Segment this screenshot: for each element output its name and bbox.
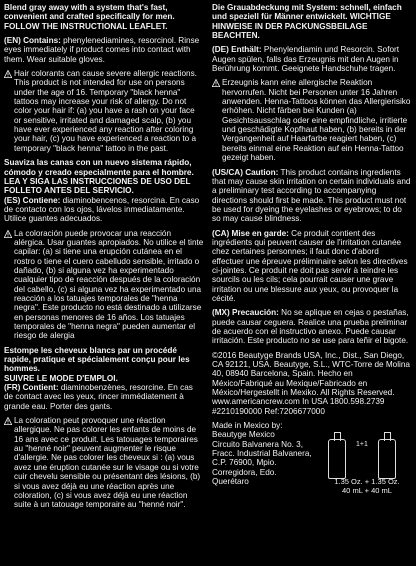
fr-warning: La coloration peut provoquer une réaction allergique. Ne pas colorer les enfants de moins de 16 ans avec ce produit. Les tatouages temporaires au "henné noir" peuvent augmenter le risque d'allergie. Ne pas colorer les cheveux si : (a) vous avez une éruption cutanée sur le visage ou si votre cuir chevelu sensible ou présentant des lésions, (b) si vous avez déjà eu une réaction après une coloration, (c) si vous avez déjà eu une réaction suite à un tatouage temporaire au "henné noir". — [4, 416, 204, 509]
ratio-label: 1+1 — [356, 441, 368, 449]
warning-triangle-icon — [4, 70, 12, 78]
es-contains: (ES) Contiene: diaminobencenos, resorcina. En caso de contacto con los ojos, lávelos inmediatamente. Utilice guantes adecuados. — [4, 195, 200, 224]
de-warning: Erzeugnis kann eine allergische Reaktion hervorrufen. Nicht bei Personen unter 16 Jahren anwenden. Henna-Tattoos können das Allergierisiko erhöhen. Nicht färben bei Kunden (a) Gesichtsausschlag oder eine empfindliche, irritierte und geschädigte Kopfhaut haben, (b) bereits in der Vergangenheit auf Haarfarbe reagiert haben, (c) bereits einmal eine Reaktion auf ein Henna-Tattoo gezeigt haben. — [212, 78, 412, 162]
es-warning: La coloración puede provocar una reacción alérgica. Usar guantes apropiados. No utilice el tinte capilar: (a) si tiene una erupción cutánea en el rostro o tiene el cuero cabelludo sensible, irritado o dañado, (b) si alguna vez ha experimentado cualquier tipo de reacción después de la coloración del cabello, (c) si alguna vez ha experimentado una reacción a los tatuajes temporales de "henna negra". Este producto no está destinado a utilizarse en personas menores de 16 años. Los tatuajes temporales de "henna negra" pueden aumentar el riesgo de alergia — [4, 229, 204, 341]
left-column — [4, 3, 204, 566]
fr-intro: Estompe les cheveux blancs par un procédé rapide, pratique et spécialement conçu pour les hommes. — [4, 345, 190, 374]
en-intro: Blend gray away with a system that's fast, convenient and crafted specifically for men. FOLLOW THE INSTRUCTIONAL LEAFLET. — [4, 3, 175, 31]
manufacturer-address: Made in Mexico by: Beautyge Mexico Circuito Balvanera No. 3, Fracc. Industrial Balvanera, C.P. 76900, Mpio. Corregidora, Edo. Querétaro — [212, 421, 312, 487]
bottle-icon — [378, 439, 396, 479]
de-intro: Die Grauabdeckung mit System: schnell, einfach und speziell für Männer entwickelt. WICHTIGE HINWEISE IN DER PACKUNGSBEILAGE BEACHTEN. — [212, 3, 402, 41]
en-warning: Hair colorants can cause severe allergic reactions. This product is not intended for use on persons under the age of 16. Temporary "black henna" tattoos may increase your risk of allergy. Do not color your hair if: (a) you have a rash on your face or sensitive, irritated and damaged scalp, (b) you have ever experienced any reaction after coloring your hair, (c) you have experienced a reaction to a temporary "black henna" tattoo in the past. — [4, 69, 204, 153]
size-label: 1.35 Oz. + 1.35 Oz. 40 mL + 40 mL — [334, 477, 400, 495]
manufacturer-row — [212, 421, 412, 495]
pack-contents — [322, 421, 412, 495]
warning-triangle-icon — [4, 230, 12, 238]
ca-caution: (CA) Mise en garde: Ce produit contient des ingrédients qui peuvent causer de l'irritation cutanée chez certaines personnes; il faut donc d'abord effectuer une épreuve préliminaire selon les directives ci-jointes. Ce produit ne doit pas servir à teindre les sourcils ou les cils; cela pourrait causer une grave irritation ou une blessure aux yeux, ou provoquer la cécité. — [212, 228, 408, 303]
warning-triangle-icon — [4, 417, 12, 425]
es-intro: Suaviza las canas con un nuevo sistema rápido, cómodo y creado especialmente para el hombre. — [4, 158, 194, 177]
mx-caution: (MX) Precaución: No se aplique en cejas o pestañas, puede causar ceguera. Realice una prueba preliminar de acuerdo con el instructivo anexo. Puede causar irritación. Este producto no se use para teñir el bigote. — [212, 308, 409, 346]
de-contains: (DE) Enthält: Phenylendiamin und Resorcin. Sofort Augen spülen, falls das Erzeugnis mit den Augen in Berührung kommt. Geeignete Handschuhe tragen. — [212, 45, 400, 74]
right-column — [212, 3, 412, 566]
warning-triangle-icon — [212, 79, 220, 87]
es-instructions: LEA Y SIGA LAS INSTRUCCIONES DE USO DEL FOLLETO ANTES DEL SERVICIO. — [4, 176, 191, 196]
fr-contains: (FR) Contient: diaminobenzènes, resorcine. En cas de contact avec les yeux, rincer immédiatement à grande eau. Porter des gants. — [4, 383, 193, 411]
copyright-notice: ©2016 Beautyge Brands USA, Inc., Dist., San Diego, CA 92121, USA. Beautyge, S.L., WTC-Torre de Molina 40, 08940 Barcelona, Spain. Hecho en México/Fabriqué au Mexique/Fabricado en México/Hergestellt in Mexiko. All Rights Reserved. www.americancrew.com In USA 1800.598.2739 #2210190000 Ref:7206677000 — [212, 350, 410, 416]
fr-instructions: SUIVRE LE MODE D'EMPLOI. — [4, 373, 118, 383]
bottle-icon — [328, 439, 346, 479]
us-caution: (US/CA) Caution: This product contains ingredients that may cause skin irritation on certain individuals and a preliminary test according to accompanying directions should first be made. This product must not be used for dyeing the eyelashes or eyebrows; to do so may cause blindness. — [212, 167, 411, 224]
en-contains: (EN) Contains: phenylenediamines, resorcinol. Rinse eyes immediately if product comes into contact with them. Wear suitable gloves. — [4, 36, 200, 64]
